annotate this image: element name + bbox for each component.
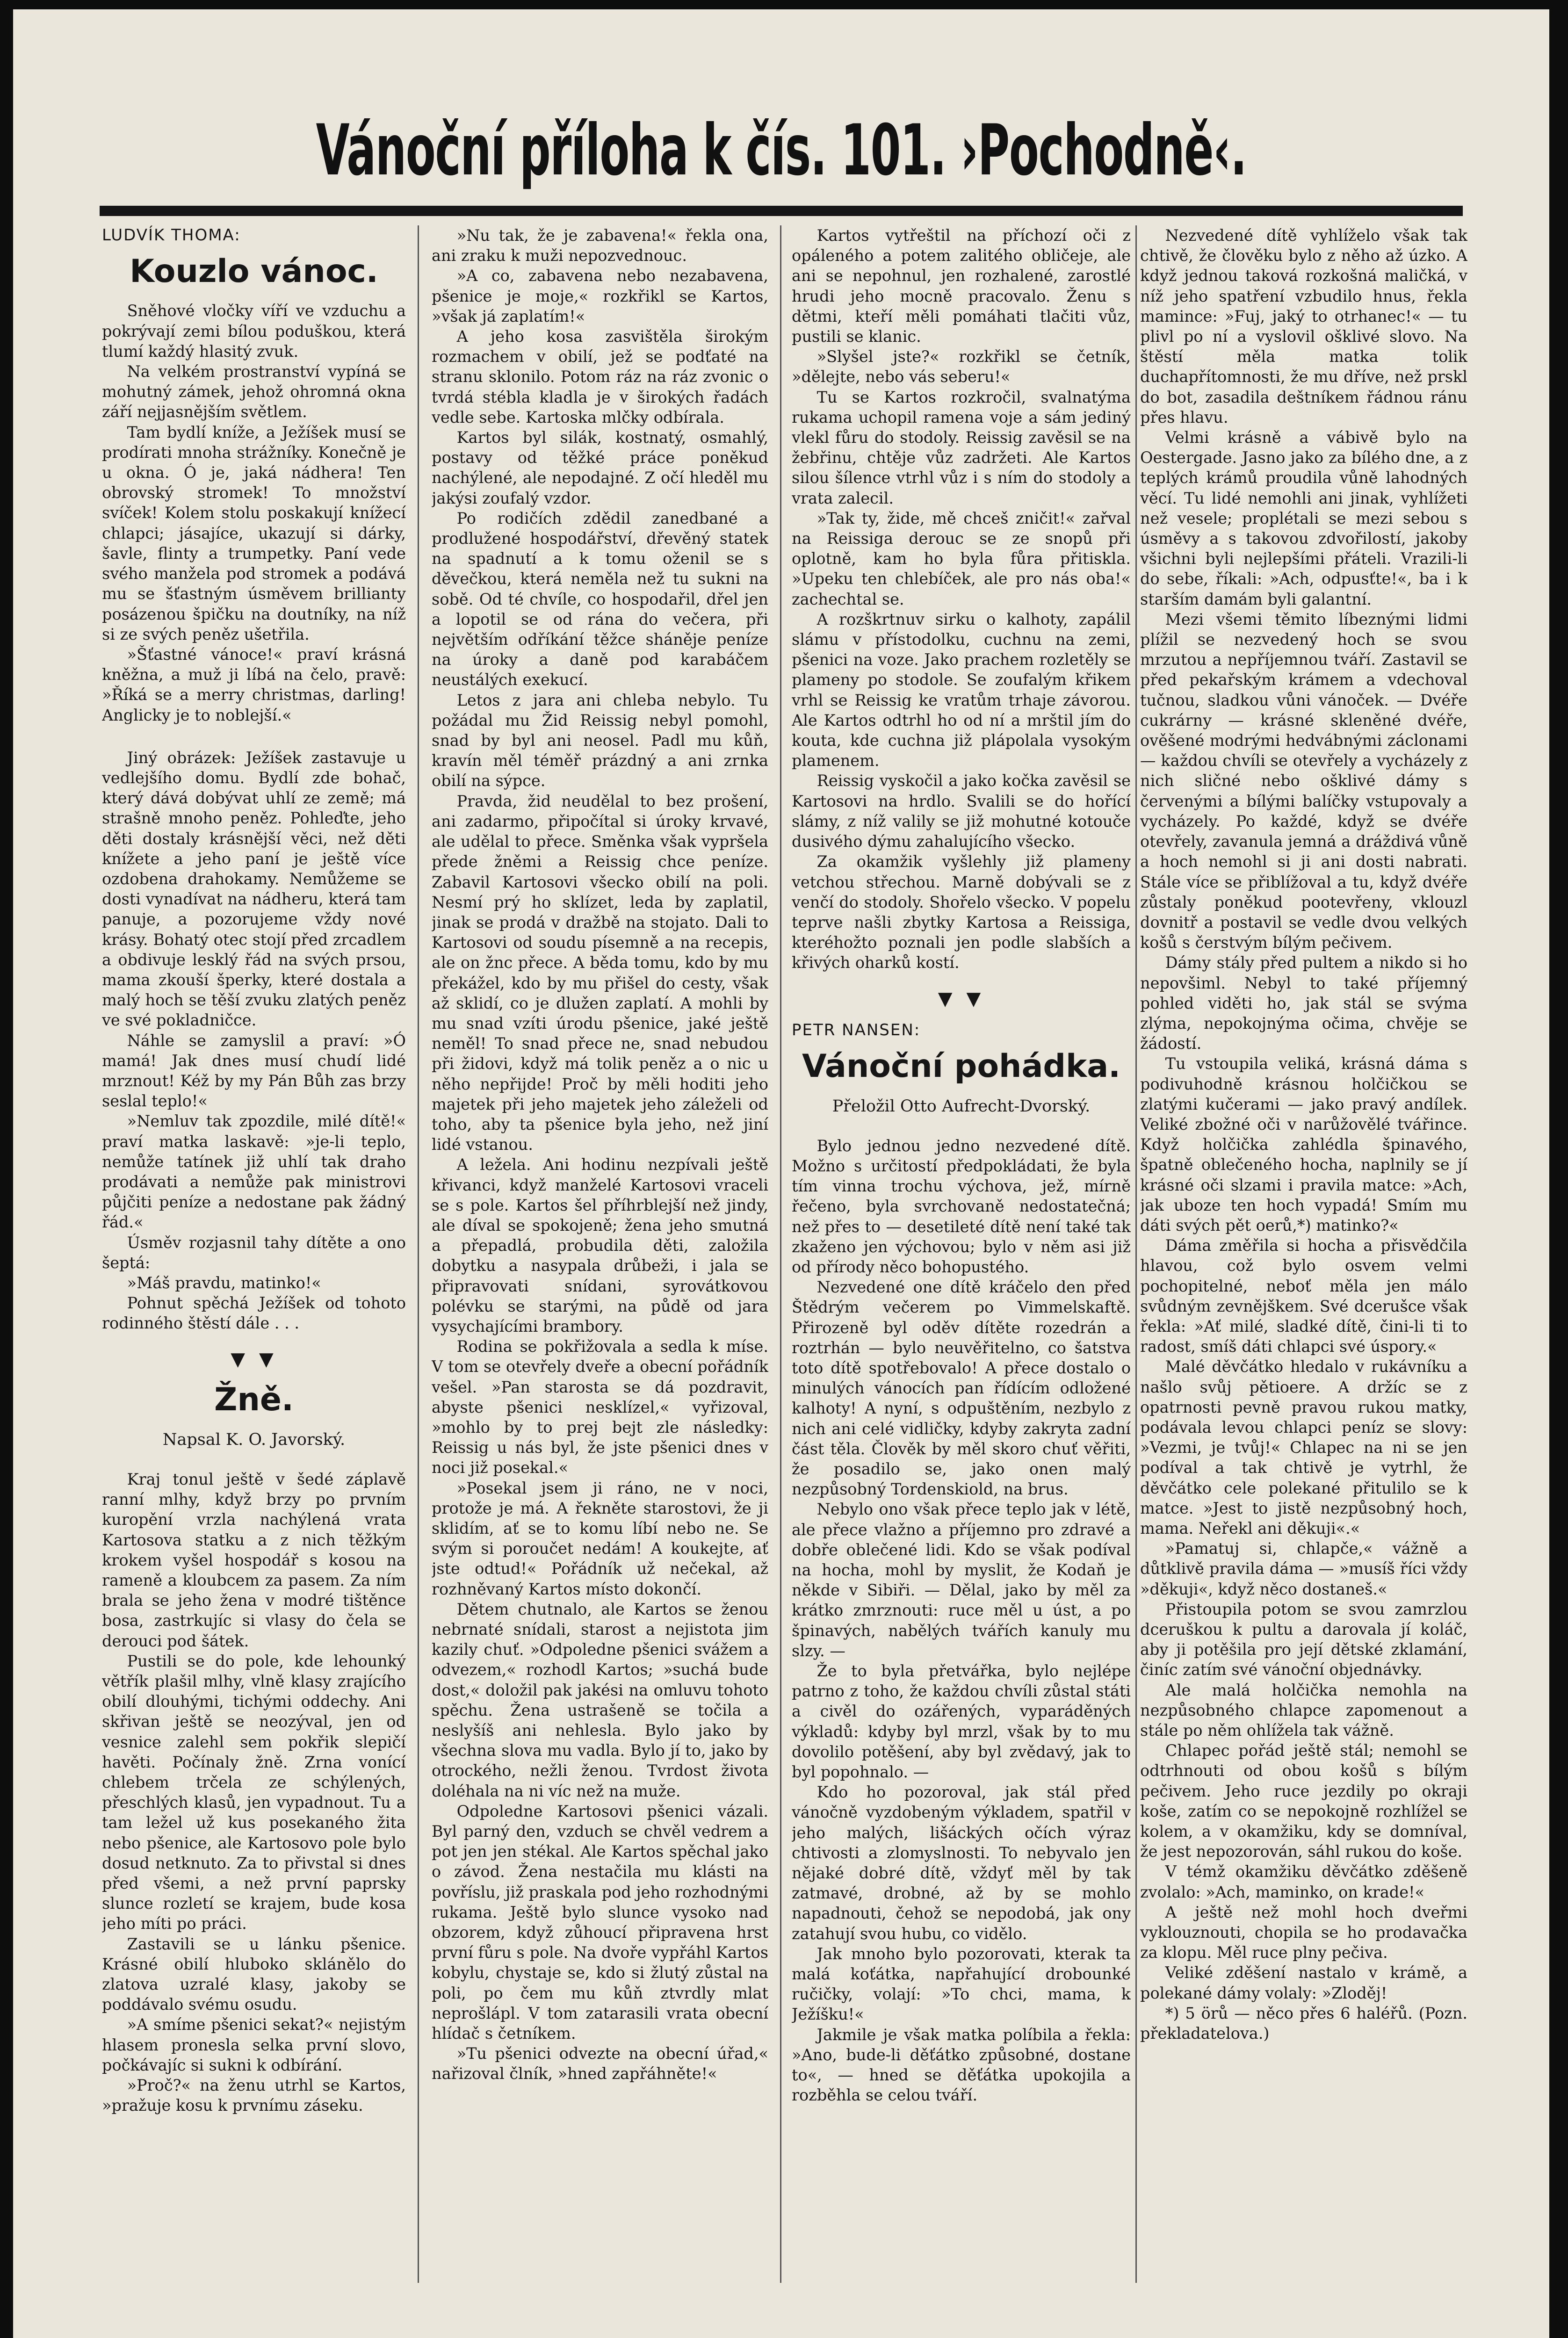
paragraph: Po rodičích zdědil zanedbané a prodlužené hospodářství, dřevěný statek na spadnutí a k tomu oženil se s děvečkou, která neměla než tu sukni na sobě. Od té chvíle, co hospodařil, dřel jen a lopotil se od rána do večera, při největším odříkání těžce sháněje peníze na úroky a daně pod karabáčem neustálých exekucí. <box>432 509 768 689</box>
paragraph: Rodina se pokřižovala a sedla k míse. V tom se otevřely dveře a obecní pořádník vešel. »Pan starosta se dá pozdravit, abyste pšenici nesklízel,« vyřizoval, »mohlo by to prej bejt zle následky: Reissig u nás byl, že jste pšenici dnes v noci již posekal.« <box>432 1337 768 1477</box>
paragraph: »Šťastné vánoce!« praví krásná kněžna, a muž ji líbá na čelo, pravě: »Říká se a merry christmas, darling! Anglicky je to noblejší.« <box>102 645 406 724</box>
paragraph: Pohnut spěchá Ježíšek od tohoto rodinného štěstí dále . . . <box>102 1294 406 1333</box>
paragraph: Přistoupila potom se svou zamrzlou dceruškou k pultu a darovala jí koláč, aby ji potěšila pro její dětské zklamání, činíc zatím své vánoční objednávky. <box>1140 1600 1467 1679</box>
paragraph: »Nemluv tak zpozdile, milé dítě!« praví matka laskavě: »je-li teplo, nemůže tatínek již uhlí tak draho prodávati a nemůže pak ministrovi půjčiti peníze a nedostane pak žádný řád.« <box>102 1112 406 1232</box>
column-divider <box>1135 225 1137 2283</box>
story-author: LUDVÍK THOMA: <box>102 226 241 245</box>
paragraph: Nezvedené one dítě kráčelo den před Štědrým večerem po Vimmelskaftě. Přirozeně byl oděv dítěte rozedrán a roztrhán — bylo neuvěřitelno, co šatstva toto dítě spotřebovalo! A přece dostalo o minulých vánocích pan řídícím odložené kalhoty! A nyní, s odpuštěním, nezbylo z nich ani celé vidličky, kdyby zakryta zadní část těla. Člověk by měl skoro chuť věřiti, že posadilo se, jako onen malý nezpůsobný Tordenskiold, na brus. <box>792 1278 1131 1499</box>
paragraph: Reissig vyskočil a jako kočka zavěsil se Kartosovi na hrdlo. Svalili se do hořící slámy, z níž valily se již mohutné kotouče dusivého dýmu zahalujícího všecko. <box>792 772 1131 851</box>
story-title: Vánoční pohádka. <box>802 1047 1120 1085</box>
paragraph: »Slyšel jste?« rozkřikl se četník, »dělejte, nebo vás seberu!« <box>792 347 1131 386</box>
paragraph: V témž okamžiku děvčátko zděšeně zvolalo: »Ach, maminko, on krade!« <box>1140 1862 1467 1901</box>
paragraph: »A smíme pšenici sekat?« nejistým hlasem pronesla selka první slovo, počkávajíc si sukni k odbírání. <box>102 2015 406 2074</box>
paragraph: Tam bydlí kníže, a Ježíšek musí se prodírati mnoha strážníky. Konečně je u okna. Ó je, jaká nádhera! Ten obrovský stromek! To množství svíček! Kolem stolu poskakují knížecí chlapci; jásajíce, ukazují si dárky, šavle, flinty a trumpetky. Paní vede svého manžela pod stromek a podává mu se šťastným úsměvem brillianty posázenou špičku na doutníky, na níž si ze svých peněz ušetřila. <box>102 423 406 643</box>
paragraph: »Tu pšenici odvezte na obecní úřad,« nařizoval člník, »hned zapřáhněte!« <box>432 2044 768 2083</box>
paragraph: Úsměv rozjasnil tahy dítěte a ono šeptá: <box>102 1233 406 1272</box>
paragraph: Kartos byl silák, kostnatý, osmahlý, postavy od těžké práce poněkud nachýlené, ale nepodajné. Z očí hleděl mu jakýsi zoufalý vzdor. <box>432 428 768 507</box>
paragraph: A rozškrtnuv sirku o kalhoty, zapálil slámu v přístodolku, cuchnu na zemi, pšenici na voze. Jako prachem rozletěly se plameny po stodole. Se zoufalým křikem vrhl se Reissig ke vratům trhaje závorou. Ale Kartos odtrhl ho od ní a mrštil jím do kouta, kde cuchna již plápolala vysokým plamenem. <box>792 610 1131 770</box>
paragraph: Mezi všemi těmito líbeznými lidmi plížil se nezvedený hoch se svou mrzutou a nepříjemnou tváří. Zastavil se před pekařským krámem a vdechoval tučnou, sladkou vůni vánoček. — Dvéře cukrárny — krásné skleněné dvéře, ověšené modrými hedvábnými záclonami — každou chvíli se otevřely a vycházely z nich sličné nebo ošklivé dámy s červenými a bílými balíčky vstupovaly a vycházely. Po každé, když se dvéře otevřely, zavanula jemná a dráždivá vůně a hoch nemohl si ji ani dosti nabrati. Stále více se přiblížoval a tu, když dvéře zůstaly poněkud pootevřeny, vklouzl dovnitř a postavil se vedle dvou velkých košů s čerstvým bílým pečivem. <box>1140 610 1467 952</box>
paragraph: Jak mnoho bylo pozorovati, kterak ta malá koťátka, napřahující drobounké ručičky, volají: »To chci, mama, k Ježíšku!« <box>792 1944 1131 2024</box>
paragraph: Dětem chutnalo, ale Kartos se ženou nebrnaté snídali, starost a nejistota jim kazily chuť. »Odpoledne pšenici svážem a odvezem,« rozhodl Kartos; »suchá bude dost,« doložil pak jakési na omluvu tohoto spěchu. Žena ustrašeně se točila a neslyšíš ani nehlesla. Bylo jako by všechna slova mu vadla. Bylo jí to, jako by otrockého, nežli ženou. Tvrdost života doléhala na ni víc než na muže. <box>432 1600 768 1800</box>
masthead-rule <box>100 206 1463 216</box>
paragraph: »Proč?« na ženu utrhl se Kartos, »pražuje kosu k prvnímu záseku. <box>102 2076 406 2115</box>
paragraph: »Tak ty, žide, mě chceš zničit!« zařval na Reissiga derouc se ze snopů při oplotně, kam ho byla fůra přitiskla. »Upeku ten chlebíček, ale pro nás oba!« zachechtal se. <box>792 509 1131 608</box>
story-title: Kouzlo vánoc. <box>130 253 378 290</box>
paragraph: Kraj tonul ještě v šedé záplavě ranní mlhy, když brzy po prvním kuropění vrzla nachýlená vrata Kartosova statku a z nich těžkým krokem vyšel hospodář s kosou na rameně a kloubcem za pasem. Za ním brala se jeho žena v modré tištěnce bosa, zastrkujíc si vlasy do čela se derouci pod šátek. <box>102 1470 406 1650</box>
column-divider <box>780 225 781 2283</box>
story-translator: Přeložil Otto Aufrecht-Dvorský. <box>832 1097 1091 1116</box>
paragraph: Zastavili se u lánku pšenice. Krásné obilí hluboko sklánělo do zlatova uzralé klasy, jakoby se poddávalo svému osudu. <box>102 1934 406 2014</box>
paragraph: Chlapec pořád ještě stál; nemohl se odtrhnouti od obou košů s bílým pečivem. Jeho ruce jezdily po okraji koše, zatím co se nepokojně rozhlížel se kolem, a v okamžiku, kdy se domníval, že jest nepozorován, sáhl rukou do koše. <box>1140 1741 1467 1861</box>
paragraph: Kartos vytřeštil na příchozí oči z opáleného a potem zalitého obličeje, ale ani se nepohnul, jen rozhalené, zarostlé hrudi jeho mocně pracovalo. Ženu s dětmi, kteří měli pomáhati tlačiti vůz, pustili se klanic. <box>792 226 1131 346</box>
column-1 <box>102 225 406 2316</box>
masthead-title: Vánoční příloha k čís. 101. ›Pochodně‹. <box>316 110 1247 191</box>
paragraph: Dámy stály před pultem a nikdo si ho nepovšiml. Nebyl to také příjemný pohled viděti ho, jak stál se svýma zlýma, nepokojnýma očima, chvěje se žádostí. <box>1140 953 1467 1053</box>
paragraph: Nebylo ono však přece teplo jak v létě, ale přece vlažno a příjemno pro zdravé a dobře oblečené lidi. Kdo se však podíval na hocha, mohl by myslit, že Kodaň je někde v Sibiři. — Dělal, jako by měl za krátko zmrznouti: ruce měl u úst, a po špinavých, nabělých tvářích kanuly mu slzy. — <box>792 1500 1131 1660</box>
paragraph: Dáma změřila si hocha a přisvědčila hlavou, což bylo osvem velmi pochopitelné, neboť měla jen málo svůdným zevnějškem. Své dcerušce však řekla: »Ať milé, sladké dítě, čini-li ti to radost, smíš dáti chlapci své úspory.« <box>1140 1236 1467 1356</box>
paragraph: »Nu tak, že je zabavena!« řekla ona, ani zraku k muži nepozvednouc. <box>432 226 768 265</box>
paragraph: Veliké zděšení nastalo v krámě, a polekané dámy volaly: »Zloděj! <box>1140 1963 1467 2002</box>
paragraph: »A co, zabavena nebo nezabavena, pšenice je moje,« rozkřikl se Kartos, »však já zaplatím!« <box>432 267 768 325</box>
ornament: ▼ ▼ <box>231 1348 277 1370</box>
paragraph: Nezvedené dítě vyhlíželo však tak chtivě, že člověku bylo z něho až úzko. A když jednou taková rozkošná maličká, v níž jeho spatření vzbudilo hnus, řekla mamince: »Fuj, jaký to otrhanec!« — tu plivl po ní a vyslovil ošklivé slovo. Na štěstí měla matka tolik duchapřítomnosti, že mu dříve, než prskl do bot, zasadila deštníkem řádnou ránu přes hlavu. <box>1140 226 1467 426</box>
paragraph: Letos z jara ani chleba nebylo. Tu požádal mu Žid Reissig nebyl pomohl, snad by byl ani neosel. Padl mu kůň, kravín měl téměř prázdný a ani zrnka obilí na sýpce. <box>432 691 768 790</box>
newspaper-page <box>13 9 1549 2338</box>
paragraph: Pustili se do pole, kde lehounký větřík plašil mlhy, vlně klasy zrajícího obilí dlouhými, tichými oddechy. Ani skřivan ještě se neozýval, jen od vesnice zalehl sem pokřik slepičí havěti. Počínaly žně. Zrna vonící chlebem trčela ze schýlených, přeschlých klasů, jen vypadnout. Tu a tam ležel už kus posekaného žita nebo pšenice, ale Kartosovo pole bylo dosud netknuto. Za to přivstal si dnes před všemi, a než první paprsky slunce rozletí se krajem, bude kosa jeho míti po práci. <box>102 1652 406 1933</box>
paragraph: Pravda, žid neudělal to bez prošení, ani zadarmo, připočítal si úroky krvavé, ale udělal to přece. Směnka však vypršela přede žněmi a Reissig chce peníze. Zabavil Kartosovi všecko obilí na poli. Nesmí prý ho sklízet, leda by zaplatil, jinak se prodá v dražbě na stojato. Dali to Kartosovi od soudu písemně a na recepis, ale on žnc přece. A běda tomu, kdo by mu překážel, kdo by mu přišel do cesty, však až sklidí, co je dlužen zaplatí. A mohli by mu snad vzíti úrodu pšenice, jaké ještě neměl! To snad přece ne, snad nebudou při židovi, když má tolik peněz a o nic u něho nepřijde! Proč by měli hoditi jeho majetek při jeho majetek jeho záleželi od toho, aby ta pšenice byla jeho, než jiní lidé vstanou. <box>432 792 768 1154</box>
paragraph: Ale malá holčička nemohla na nezpůsobného chlapce zapomenout a stále po něm ohlížela tak vážně. <box>1140 1681 1467 1740</box>
column-4 <box>1140 225 1467 2316</box>
paragraph: Že to byla přetvářka, bylo nejlépe patrno z toho, že každou chvíli zůstal státi a civěl do ozářených, vyparáděných výkladů: kdyby byl mrzl, však by to mu dovolilo potěšení, aby byl zvědavý, jak to byl popohnalo. — <box>792 1661 1131 1781</box>
paragraph: Sněhové vločky víří ve vzduchu a pokrývají zemi bílou poduškou, která tlumí každý hlasitý zvuk. <box>102 302 406 361</box>
paragraph: Malé děvčátko hledalo v rukávníku a našlo svůj pětioere. A držíc se z opatrnosti pevně pravou rukou matky, podávala levou chlapci peníz se slovy: »Vezmi, je tvůj!« Chlapec na ni se jen podíval a tak chtivě je vytrhl, že děvčátko cele polekané přitulilo se k matce. »Jest to jistě nezpůsobný hoch, mama. Neřekl ani děkuji«.« <box>1140 1357 1467 1537</box>
story-author: Napsal K. O. Javorský. <box>162 1430 346 1449</box>
paragraph: Na velkém prostranství vypíná se mohutný zámek, jehož ohromná okna září nejjasnějším světlem. <box>102 362 406 421</box>
paragraph: Bylo jednou jedno nezvedené dítě. Možno s určitostí předpokládati, že byla tím vinna trochu výchova, jež, mírně řečeno, byla svrchovaně nedostatečná; než přes to — desetileté dítě není také tak zkaženo jen výchovou; bylo v něm asi již od přírody něco bohopustého. <box>792 1136 1131 1276</box>
paragraph: A ležela. Ani hodinu nezpívali ještě křivanci, když manželé Kartosovi vraceli se s pole. Kartos šel příhrblejší než jindy, ale díval se spokojeně; žena jeho smutná a přepadlá, probudila děti, založila dobytku a nasypala drůbeži, i jala se připravovati snídani, syrovátkovou polévku se starými, na půdě od jara vysychajícími brambory. <box>432 1155 768 1335</box>
paragraph: A ještě než mohl hoch dveřmi vyklouznouti, chopila se ho prodavačka za klopu. Měl ruce plny pečiva. <box>1140 1903 1467 1962</box>
paragraph: Velmi krásně a vábivě bylo na Oestergade. Jasno jako za bílého dne, a z teplých krámů proudila vůně lahodných věcí. Tu lidé nemohli ani jinak, vyhlížeti než vesele; proplétali se mezi sebou s úsměvy a s takovou zdvořilostí, jakoby všichni byli nejlepšími přáteli. Vrazili-li do sebe, říkali: »Ach, odpusťte!«, ba i k starším damám byli galantní. <box>1140 428 1467 608</box>
paragraph: Tu se Kartos rozkročil, svalnatýma rukama uchopil ramena voje a sám jediný vlekl fůru do stodoly. Reissig zavěsil se na žebřinu, chtěje vůz zadržeti. Ale Kartos silou šílence vtrhl vůz i s ním do stodoly a vrata zalecil. <box>792 388 1131 507</box>
paragraph: »Posekal jsem ji ráno, ne v noci, protože je má. A řekněte starostovi, že ji sklidím, ať se to komu líbí nebo ne. Se svým si poroučet nedám! A koukejte, ať jste odtud!« Pořádník už nečekal, až rozhněvaný Kartos místo dokončí. <box>432 1479 768 1598</box>
paragraph: Odpoledne Kartosovi pšenici vázali. Byl parný den, vzduch se chvěl vedrem a pot jen jen stékal. Ale Kartos spěchal jako o závod. Žena nestačila mu klásti na povříslu, již praskala pod jeho rozhodnými rukama. Ještě bylo slunce vysoko nad obzorem, když zůhoucí připravena hrst první fůru s pole. Na dvoře vypřáhl Kartos kobylu, chystaje se, kdo si žlutý zůstal na poli, po čem mu kůň ztvrdly mlat neprošlápl. V tom zatarasili vrata obecní hlídač s četníkem. <box>432 1802 768 2043</box>
paragraph: Jiný obrázek: Ježíšek zastavuje u vedlejšího domu. Bydlí zde bohač, který dává dobývat uhlí ze země; má strašně mnoho peněz. Pohleďte, jeho děti dostaly krásnější věci, než děti knížete a jeho paní je ještě více ozdobena drahokamy. Nemůžeme se dosti vynadívat na nádheru, která tam panuje, a pozorujeme vždy nové krásy. Bohatý otec stojí před zrcadlem a obdivuje lesklý řád na svých prsou, mama zkouší šperky, které dostala a malý hoch se těší zvuku zlatých peněz ve své pokladničce. <box>102 748 406 1030</box>
ornament: ▼ ▼ <box>938 988 985 1010</box>
paragraph: Kdo ho pozoroval, jak stál před vánočně vyzdobeným výkladem, spatřil v jeho malých, lišáckých očích výraz chtivosti a zlomyslnosti. To nebyvalo jen nějaké dobré dítě, vždyť měl by tak zatmavé, drobné, až by se mohlo napadnouti, čehož se nepodobá, jak ony zatahují svou hubu, co vidělo. <box>792 1783 1131 1943</box>
story-title: Žně. <box>214 1381 294 1419</box>
column-3 <box>792 225 1131 2316</box>
paragraph: A jeho kosa zasvištěla širokým rozmachem v obilí, jež se podťaté na stranu sklonilo. Potom ráz na ráz zvonic o tvrdá stébla kladla je v širokých řadách vedle sebe. Kartoska mlčky odbírala. <box>432 327 768 426</box>
paragraph: Tu vstoupila veliká, krásná dáma s podivuhodně krásnou holčičkou se zlatými kučerami — jako pravý andílek. Veliké zbožné oči v narůžovělé tvářince. Když holčička zahlédla špinavého, špatně oblečeného hocha, naplnily se jí krásné oči slzami i pravila matce: »Ach, jak uboze ten hoch vypadá! Smím mu dáti svých pět oerů,*) matinko?« <box>1140 1054 1467 1234</box>
paragraph: Náhle se zamyslil a praví: »Ó mamá! Jak dnes musí chudí lidé mrznout! Kéž by my Pán Bůh zas brzy seslal teplo!« <box>102 1031 406 1111</box>
story-author: PETR NANSEN: <box>792 1021 921 1040</box>
paragraph: »Máš pravdu, matinko!« <box>127 1274 321 1292</box>
paragraph: »Pamatuj si, chlapče,« vážně a důtklivě pravila dáma — »musíš říci vždy »děkuji«, když něco dostaneš.« <box>1140 1539 1467 1598</box>
footnote: *) 5 örů — něco přes 6 haléřů. (Pozn. překladatelova.) <box>1140 2004 1467 2043</box>
paragraph: Jakmile je však matka políbila a řekla: »Ano, bude-li děťátko způsobné, dostane to«, — hned se děťátka upokojila a rozběhla se celou tváří. <box>792 2025 1131 2105</box>
column-divider <box>418 225 419 2283</box>
paragraph: Za okamžik vyšlehly již plameny vetchou střechou. Marně dobývali se z venčí do stodoly. Shořelo všecko. V popelu teprve našli zbytky Kartosa a Reissiga, kteréhožto poznali jen podle slabších a křivých oharků kostí. <box>792 852 1131 972</box>
column-2 <box>432 225 768 2316</box>
